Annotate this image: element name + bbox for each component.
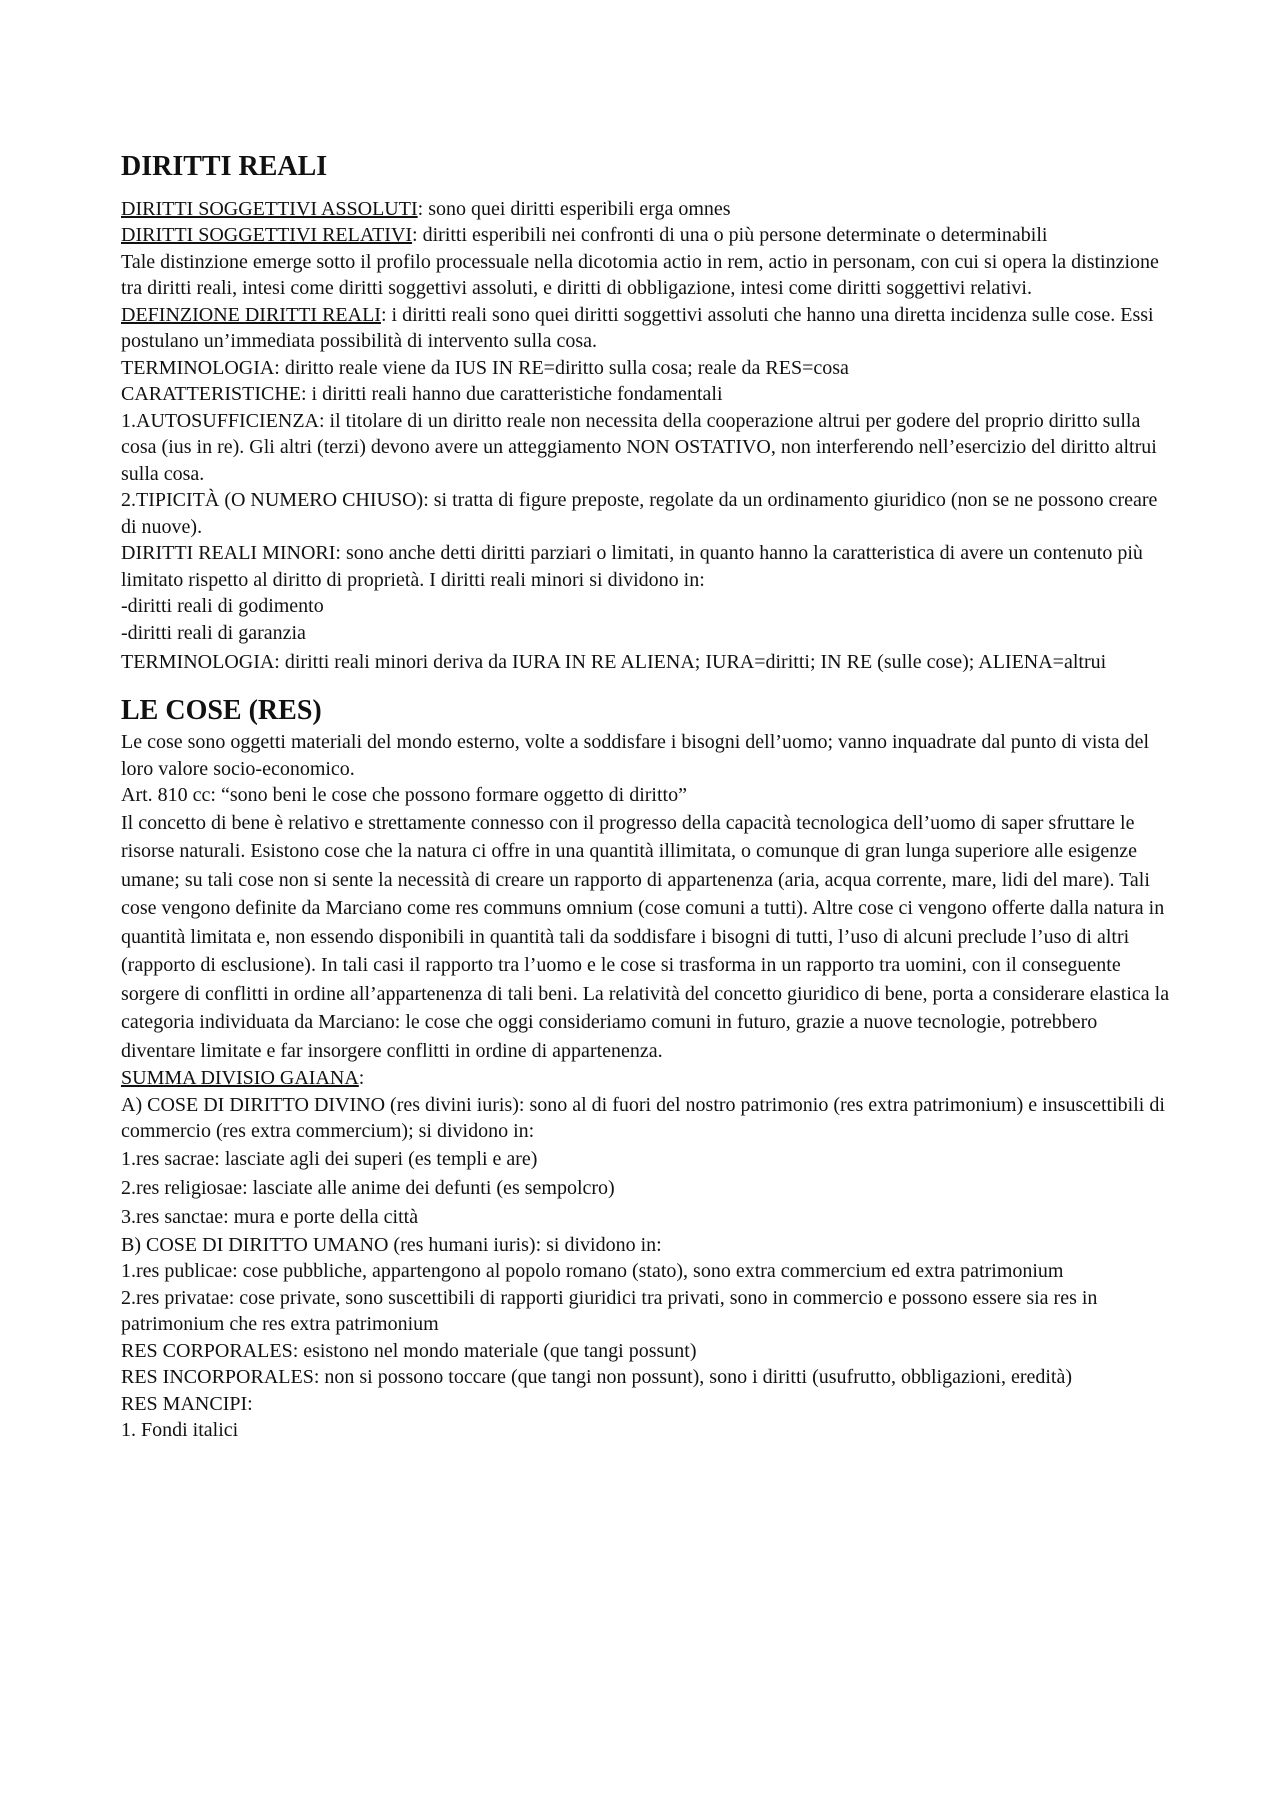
paragraph-caratteristiche: CARATTERISTICHE: i diritti reali hanno due caratteristiche fondamentali (121, 383, 723, 406)
document-body (121, 150, 1171, 1444)
paragraph-autosufficienza: 1.AUTOSUFFICIENZA: il titolare di un diritto reale non necessita della cooperazione altrui per godere del proprio diritto sulla cosa (ius in re). Gli altri (terzi) devono avere un atteggiamento NON OSTATIVO, non interferendo nell’esercizio del diritto altrui sulla cosa. (121, 409, 1157, 485)
paragraph-diritto-divino: A) COSE DI DIRITTO DIVINO (res divini iuris): sono al di fuori del nostro patrimonio (res extra patrimonium) e insuscettibili di commercio (res extra commercium); si dividono in: (121, 1093, 1165, 1143)
paragraph-summa-divisio (121, 1065, 1171, 1092)
paragraph-diritti-relativi (121, 222, 1171, 249)
text-summa-divisio: : (358, 1067, 365, 1090)
list-item-res-sacrae: 1.res sacrae: lasciate agli dei superi (es templi e are) (121, 1147, 538, 1170)
term-diritti-relativi: DIRITTI SOGGETTIVI RELATIVI (121, 224, 413, 247)
term-definizione: DEFINZIONE DIRITTI REALI (121, 303, 381, 326)
text-diritti-assoluti: : sono quei diritti esperibili erga omnes (417, 197, 731, 220)
term-diritti-assoluti: DIRITTI SOGGETTIVI ASSOLUTI (121, 197, 418, 220)
text-definizione: : i diritti reali sono quei diritti soggettivi assoluti che hanno una diretta incidenza sulle cose. Essi postulano un’immediata possibilità di intervento sulla cosa. (121, 303, 1154, 353)
list-item-godimento: -diritti reali di godimento (121, 595, 324, 618)
paragraph-art-810: Art. 810 cc: “sono beni le cose che possono formare oggetto di diritto” (121, 784, 687, 807)
paragraph-concetto-bene: Il concetto di bene è relativo e strettamente connesso con il progresso della capacità tecnologica dell’uomo di saper sfruttare le risorse naturali. Esistono cose che la natura ci offre in una quantità illimitata, o comunque di gran lunga superiore alle esigenze umane; su tali cose non si sente la necessità di creare un rapporto di appartenenza (aria, acqua corrente, mare, lidi del mare). Tali cose vengono definite da Marciano come res communs omnium (cose comuni a tutti). Altre cose ci vengono offerte dalla natura in quantità limitata e, non essendo disponibili in quantità tali da soddisfare i bisogni di tutti, l’uso di alcuni preclude l’uso di altri (rapporto di esclusione). In tali casi il rapporto tra l’uomo e le cose si trasforma in un rapporto tra uomini, con il conseguente sorgere di conflitti in ordine all’appartenenza di tali beni. La relatività del concetto giuridico di bene, porta a considerare elastica la categoria individuata da Marciano: le cose che oggi consideriamo comuni in futuro, grazie a nuove tecnologie, potrebbero diventare limitate e far insorgere conflitti in ordine di appartenenza. (121, 811, 1170, 1062)
text-diritti-relativi: : diritti esperibili nei confronti di una o più persone determinate o determinabili (412, 224, 1048, 247)
paragraph-terminologia: TERMINOLOGIA: diritto reale viene da IUS IN RE=diritto sulla cosa; reale da RES=cosa (121, 356, 849, 379)
paragraph-terminologia-minori: TERMINOLOGIA: diritti reali minori deriva da IURA IN RE ALIENA; IURA=diritti; IN RE (sulle cose); ALIENA=altrui (121, 651, 1107, 674)
list-item-res-religiosae: 2.res religiosae: lasciate alle anime dei defunti (es sempolcro) (121, 1176, 615, 1199)
list-item-garanzia: -diritti reali di garanzia (121, 621, 306, 644)
paragraph-diritti-assoluti (121, 196, 1171, 223)
section-title-diritti-reali: DIRITTI REALI (121, 151, 328, 182)
list-item-fondi-italici: 1. Fondi italici (121, 1419, 239, 1442)
paragraph-res-mancipi: RES MANCIPI: (121, 1392, 253, 1415)
paragraph-res-corporales: RES CORPORALES: esistono nel mondo materiale (que tangi possunt) (121, 1339, 697, 1362)
paragraph-tipicita: 2.TIPICITÀ (O NUMERO CHIUSO): si tratta di figure preposte, regolate da un ordinamento giuridico (non se ne possono creare di nuove). (121, 489, 1158, 538)
paragraph-res-incorporales: RES INCORPORALES: non si possono toccare (que tangi non possunt), sono i diritti (usufrutto, obbligazioni, eredità) (121, 1366, 1073, 1389)
paragraph-cose-intro: Le cose sono oggetti materiali del mondo esterno, volte a soddisfare i bisogni dell’uomo; vanno inquadrate dal punto di vista del loro valore socio-economico. (121, 731, 1150, 780)
term-summa-divisio: SUMMA DIVISIO GAIANA (121, 1067, 359, 1090)
paragraph-diritti-minori: DIRITTI REALI MINORI: sono anche detti diritti parziari o limitati, in quanto hanno la caratteristica di avere un contenuto più limitato rispetto al diritto di proprietà. I diritti reali minori si dividono in: (121, 542, 1143, 591)
list-item-res-publicae: 1.res publicae: cose pubbliche, appartengono al popolo romano (stato), sono extra commercium ed extra patrimonium (121, 1260, 1064, 1283)
paragraph-diritto-umano: B) COSE DI DIRITTO UMANO (res humani iuris): si dividono in: (121, 1233, 662, 1256)
paragraph-definizione (121, 302, 1171, 355)
list-item-res-privatae: 2.res privatae: cose private, sono suscettibili di rapporti giuridici tra privati, sono in commercio e possono essere sia res in patrimonium che res extra patrimonium (121, 1286, 1098, 1336)
list-item-res-sanctae: 3.res sanctae: mura e porte della città (121, 1205, 419, 1228)
paragraph-distinzione: Tale distinzione emerge sotto il profilo processuale nella dicotomia actio in rem, actio in personam, con cui si opera la distinzione tra diritti reali, intesi come diritti soggettivi assoluti, e diritti di obbligazione, intesi come diritti soggettivi relativi. (121, 250, 1159, 300)
section-title-le-cose: LE COSE (RES) (121, 694, 322, 726)
